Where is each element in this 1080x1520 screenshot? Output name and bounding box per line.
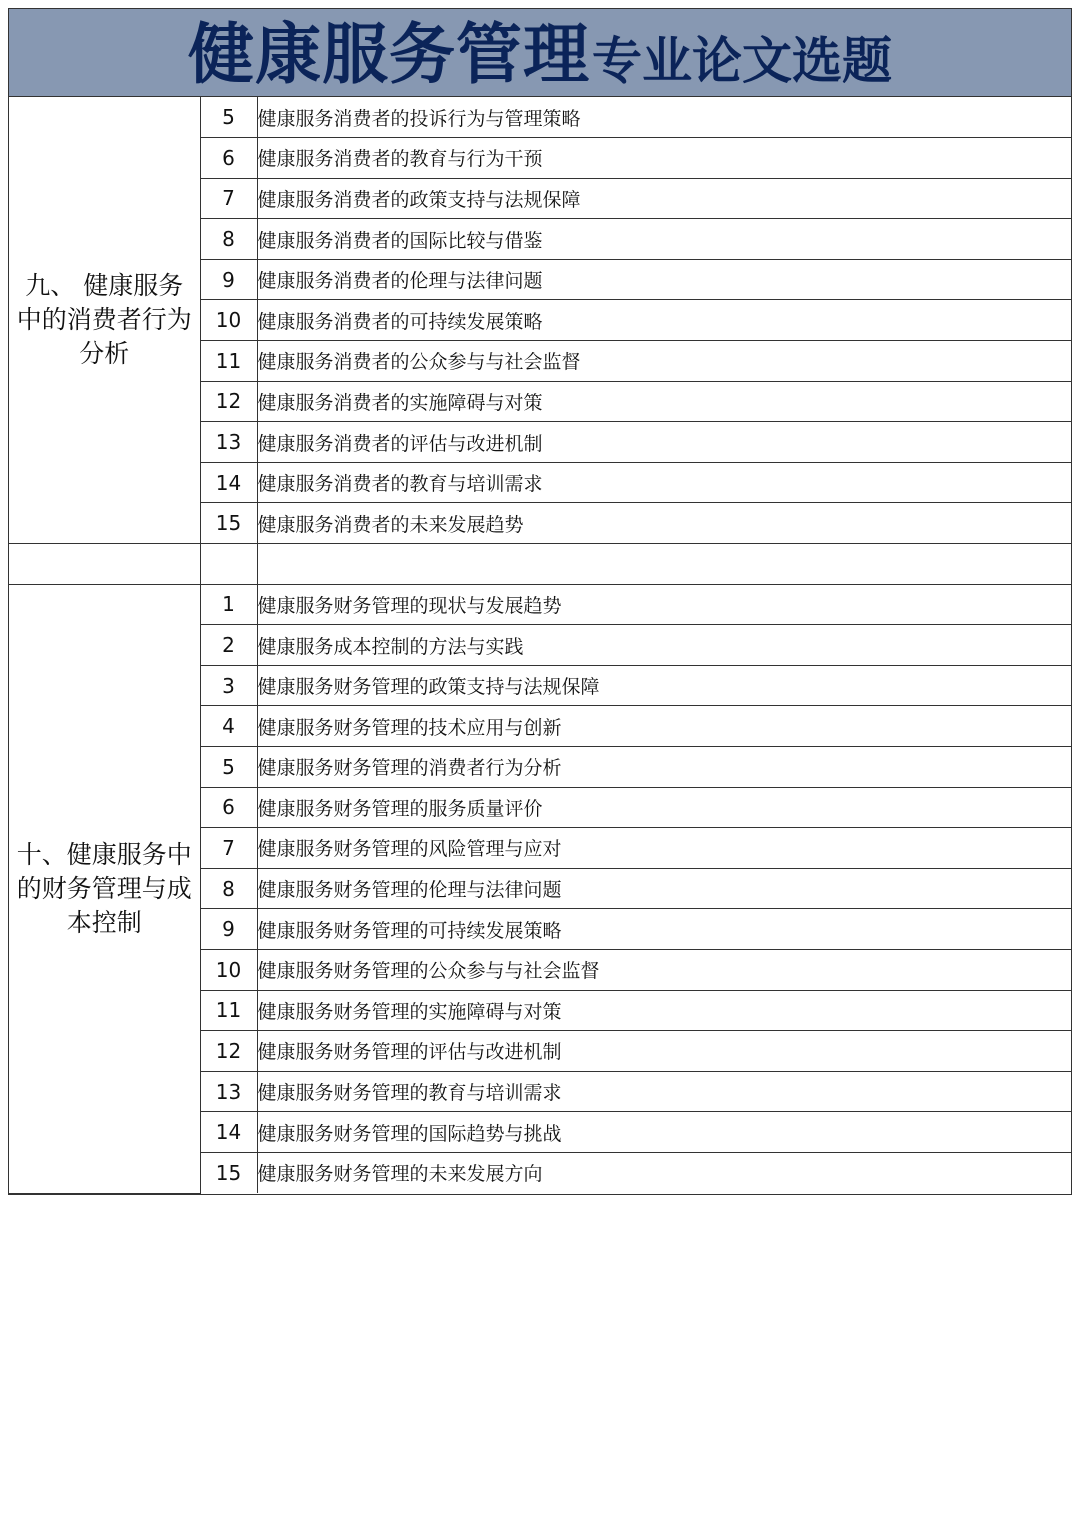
topic-title: 健康服务财务管理的现状与发展趋势: [257, 584, 1071, 625]
topic-number: 10: [200, 949, 257, 990]
topic-number: 3: [200, 665, 257, 706]
topic-number: 4: [200, 706, 257, 747]
topic-number: 9: [200, 259, 257, 300]
topic-number: 8: [200, 219, 257, 260]
topic-number: 5: [200, 747, 257, 788]
topic-number: 2: [200, 625, 257, 666]
topic-title: 健康服务财务管理的实施障碍与对策: [257, 990, 1071, 1031]
topic-number: 15: [200, 1152, 257, 1193]
topic-title: 健康服务消费者的国际比较与借鉴: [257, 219, 1071, 260]
topic-number: 8: [200, 868, 257, 909]
topic-title: 健康服务消费者的评估与改进机制: [257, 422, 1071, 463]
topic-number: 12: [200, 381, 257, 422]
topic-title: 健康服务消费者的公众参与与社会监督: [257, 341, 1071, 382]
topic-number: 10: [200, 300, 257, 341]
spacer-row: [9, 544, 1071, 585]
topic-number: 14: [200, 1112, 257, 1153]
topic-number: 15: [200, 503, 257, 544]
empty-cell: [200, 544, 257, 585]
table-row: [9, 97, 1071, 138]
topic-title: 健康服务消费者的投诉行为与管理策略: [257, 97, 1071, 138]
topic-title: 健康服务财务管理的国际趋势与挑战: [257, 1112, 1071, 1153]
topic-title: 健康服务消费者的教育与培训需求: [257, 462, 1071, 503]
topic-number: 13: [200, 422, 257, 463]
topic-number: 11: [200, 990, 257, 1031]
topic-title: 健康服务财务管理的伦理与法律问题: [257, 868, 1071, 909]
section-heading: 九、 健康服务 中的消费者行为 分析: [9, 97, 200, 544]
topic-number: 7: [200, 828, 257, 869]
topic-title: 健康服务财务管理的服务质量评价: [257, 787, 1071, 828]
topic-number: 13: [200, 1071, 257, 1112]
page-subtitle: 专业论文选题: [592, 32, 892, 90]
topic-title: 健康服务财务管理的可持续发展策略: [257, 909, 1071, 950]
section-heading: 十、健康服务中 的财务管理与成 本控制: [9, 584, 200, 1193]
topic-title: 健康服务消费者的未来发展趋势: [257, 503, 1071, 544]
topic-title: 健康服务财务管理的技术应用与创新: [257, 706, 1071, 747]
topic-number: 5: [200, 97, 257, 138]
topic-number: 12: [200, 1031, 257, 1072]
topic-title: 健康服务消费者的政策支持与法规保障: [257, 178, 1071, 219]
topic-title: 健康服务财务管理的未来发展方向: [257, 1152, 1071, 1193]
topic-number: 6: [200, 138, 257, 179]
topic-number: 1: [200, 584, 257, 625]
topic-title: 健康服务财务管理的消费者行为分析: [257, 747, 1071, 788]
topic-title: 健康服务财务管理的教育与培训需求: [257, 1071, 1071, 1112]
empty-cell: [257, 544, 1071, 585]
topic-title: 健康服务财务管理的政策支持与法规保障: [257, 665, 1071, 706]
topic-number: 11: [200, 341, 257, 382]
topic-title: 健康服务消费者的教育与行为干预: [257, 138, 1071, 179]
topic-title: 健康服务消费者的伦理与法律问题: [257, 259, 1071, 300]
title-bar: [9, 9, 1071, 97]
page-title: 健康服务管理: [188, 16, 590, 93]
topic-sheet: [8, 8, 1072, 1195]
topic-title: 健康服务财务管理的风险管理与应对: [257, 828, 1071, 869]
topics-table-body: [9, 97, 1071, 1193]
table-row: [9, 584, 1071, 625]
topic-number: 9: [200, 909, 257, 950]
topic-title: 健康服务财务管理的公众参与与社会监督: [257, 949, 1071, 990]
topic-number: 14: [200, 462, 257, 503]
empty-cell: [9, 544, 200, 585]
topic-title: 健康服务消费者的实施障碍与对策: [257, 381, 1071, 422]
topics-table: [9, 97, 1071, 1194]
topic-number: 7: [200, 178, 257, 219]
topic-title: 健康服务成本控制的方法与实践: [257, 625, 1071, 666]
topic-title: 健康服务财务管理的评估与改进机制: [257, 1031, 1071, 1072]
topic-title: 健康服务消费者的可持续发展策略: [257, 300, 1071, 341]
topic-number: 6: [200, 787, 257, 828]
